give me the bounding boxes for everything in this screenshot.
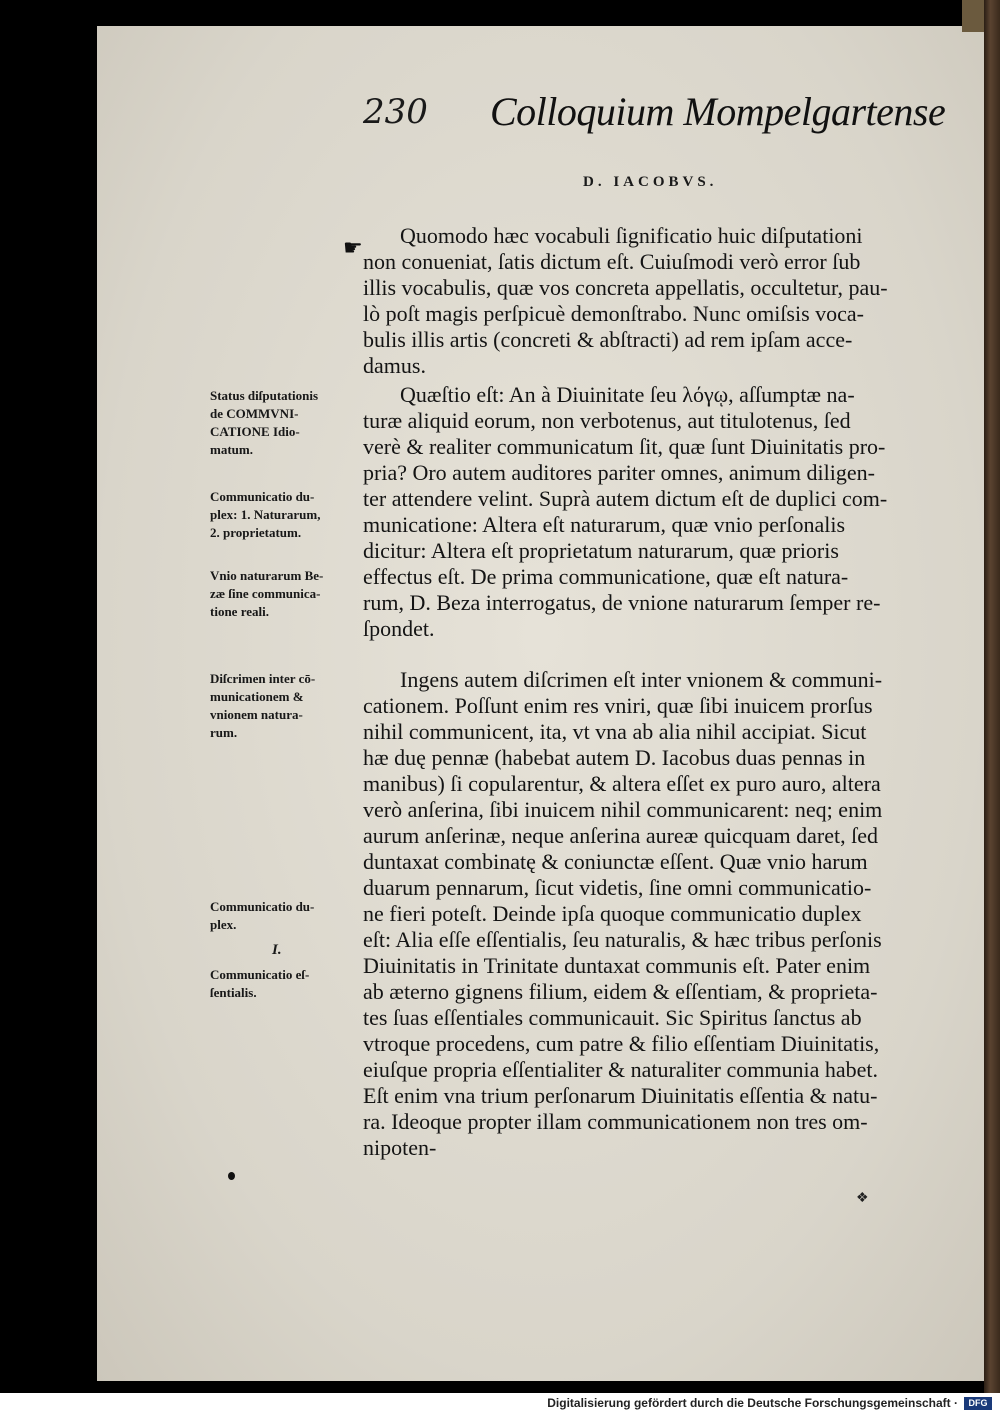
text-line: ſpondet. — [363, 616, 435, 641]
text-line: ne fieri poteſt. Deinde ipſa quoque communicatio duplex — [363, 901, 862, 926]
text-line: bulis illis artis (concreti & abſtracti) ad rem ipſam acce- — [363, 327, 853, 352]
margin-note-line: plex. — [210, 917, 237, 932]
margin-note-line: CATIONE Idio- — [210, 424, 300, 439]
margin-note-line: municationem & — [210, 689, 304, 704]
text-line: verè & realiter communicatum ſit, quæ ſunt Diuinitatis pro- — [363, 434, 886, 459]
pointing-hand-icon: ☛ — [343, 236, 363, 261]
text-line: ter attendere velint. Suprà autem dictum eſt de duplici com- — [363, 486, 888, 511]
text-line: ab æterno gignens filium, eidem & eſſentiam, & proprieta- — [363, 979, 878, 1004]
text-line: turæ aliquid eorum, non verbotenus, aut titulotenus, ſed — [363, 408, 851, 433]
footer-bar — [0, 1393, 1000, 1415]
margin-note — [210, 567, 370, 621]
margin-note-line: de COMMVNI- — [210, 406, 299, 421]
margin-note-line: plex: 1. Naturarum, — [210, 507, 321, 522]
text-line: ra. Ideoque propter illam communicationem non tres om- — [363, 1109, 868, 1134]
footer-credit: Digitalisierung gefördert durch die Deutsche Forschungsgemeinschaft · — [547, 1396, 958, 1410]
text-line: lò poſt magis perſpicuè demonſtrabo. Nunc omiſsis voca- — [363, 301, 865, 326]
margin-note-line: Communicatio eſ- — [210, 967, 310, 982]
text-line: aurum anſerinæ, neque anſerina aureæ quicquam daret, ſed — [363, 823, 878, 848]
book-spine — [984, 0, 1000, 1393]
ink-dot — [228, 1172, 235, 1180]
text-line: duarum pennarum, ſicut videtis, ſine omni communicatio- — [363, 875, 872, 900]
text-line: hæ duę pennæ (habebat autem D. Iacobus duas pennas in — [363, 745, 866, 770]
margin-note-line: rum. — [210, 725, 238, 740]
margin-note-line: Status diſputationis — [210, 388, 319, 403]
text-line: effectus eſt. De prima communicatione, quæ eſt natura- — [363, 564, 849, 589]
text-line: Diuinitatis in Trinitate duntaxat communis eſt. Pater enim — [363, 953, 871, 978]
text-line: Ingens autem diſcrimen eſt inter vnionem & communi- — [400, 667, 883, 692]
margin-note-line: ſentialis. — [210, 985, 257, 1000]
text-line: vtroque procedens, cum patre & filio eſſentiam Diuinitatis, — [363, 1031, 880, 1056]
margin-note — [210, 898, 370, 934]
text-line: municatione: Altera eſt naturarum, quæ vnio perſonalis — [363, 512, 846, 537]
margin-note-line: Communicatio du- — [210, 489, 315, 504]
text-line: pria? Oro autem auditores pariter omnes, animum diligen- — [363, 460, 875, 485]
running-title: Colloquium Mompelgartense — [490, 89, 946, 134]
text-line: illis vocabulis, quæ vos concreta appellatis, occultetur, pau- — [363, 275, 888, 300]
page-number: 230 — [363, 92, 428, 132]
text-line: nihil communicent, ita, vt vna ab alia nihil accipiat. Sicut — [363, 719, 867, 744]
text-line: dicitur: Altera eſt proprietatum naturarum, quæ prioris — [363, 538, 839, 563]
speaker-heading: D. IACOBVS. — [583, 174, 718, 190]
text-line: eſt: Alia eſſe eſſentialis, ſeu naturalis, & hæc tribus perſonis — [363, 927, 882, 952]
margin-note — [210, 966, 370, 1002]
text-line: Quomodo hæc vocabuli ſignificatio huic diſputationi — [400, 223, 863, 248]
margin-note — [210, 387, 370, 459]
text-line: duntaxat combinatę & coniunctæ eſſent. Quæ vnio harum — [363, 849, 868, 874]
margin-note — [210, 488, 370, 542]
margin-note-line: tione reali. — [210, 604, 269, 619]
margin-note-line: 2. proprietatum. — [210, 525, 302, 540]
text-line: damus. — [363, 353, 426, 378]
text-line: cationem. Poſſunt enim res vniri, quæ ſibi inuicem prorſus — [363, 693, 873, 718]
text-line: tes ſuas eſſentiales communicauit. Sic Spiritus ſanctus ab — [363, 1005, 862, 1030]
text-line: non conueniat, ſatis dictum eſt. Cuiuſmodi verò error ſub — [363, 249, 861, 274]
text-line: nipoten- — [363, 1135, 437, 1160]
margin-note-line: Diſcrimen inter cō- — [210, 671, 316, 686]
ink-mark: ❖ — [856, 1190, 869, 1206]
text-line: rum, D. Beza interrogatus, de vnione naturarum ſemper re- — [363, 590, 881, 615]
margin-note-line: zæ ſine communica- — [210, 586, 321, 601]
margin-note-line: matum. — [210, 442, 253, 457]
text-line: verò anſerina, ſibi inuicem nihil communicarent: neq; enim — [363, 797, 883, 822]
dfg-logo: DFG — [964, 1397, 992, 1410]
text-line: manibus) ſi copularentur, & altera eſſet ex puro auro, altera — [363, 771, 881, 796]
text-line: Quæſtio eſt: An à Diuinitate ſeu λόγῳ, aſſumptæ na- — [400, 382, 855, 407]
margin-note-number: I. — [272, 942, 282, 958]
margin-note-line: Communicatio du- — [210, 899, 315, 914]
text-line: eiuſque propria eſſentialiter & naturaliter communia habet. — [363, 1057, 878, 1082]
text-line: Eſt enim vna trium perſonarum Diuinitatis eſſentia & natu- — [363, 1083, 878, 1108]
margin-note-line: Vnio naturarum Be- — [210, 568, 324, 583]
margin-note-line: vnionem natura- — [210, 707, 303, 722]
margin-note — [210, 670, 370, 742]
